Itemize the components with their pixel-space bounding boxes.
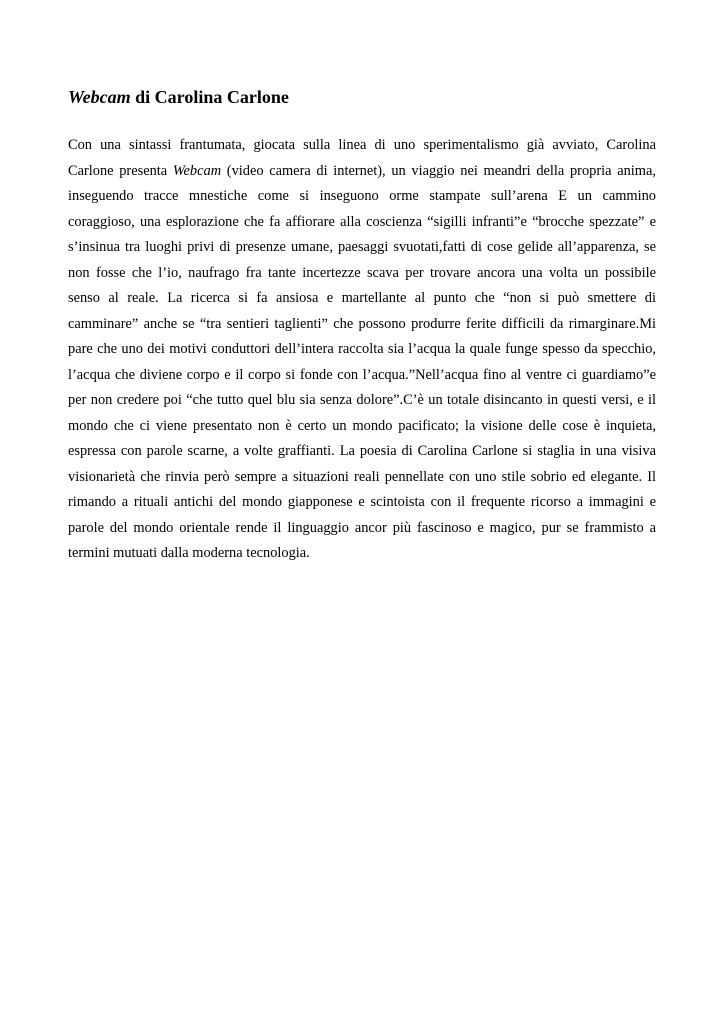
text-segment: mondo che ci viene presentato non è certo un mondo pacificato; la visione delle cose è inquieta, — [68, 417, 656, 434]
text-segment: senso al reale. La ricerca si fa ansiosa e martellante al punto che “non si può smettere di — [68, 290, 656, 306]
text-segment: rimando a rituali antichi del mondo giapponese e scintoista con il frequente ricorso a immagini e — [68, 494, 656, 510]
text-segment: inseguendo tracce mnestiche come si inseguono orme stampate sull’arena E un cammino — [68, 188, 656, 204]
paragraph-line — [68, 388, 656, 414]
paragraph-line — [68, 235, 656, 261]
text-segment: non fosse che l’io, naufrago fra tante incertezze scava per trovare ancora una volta un possibile — [68, 264, 656, 281]
text-segment: camminare” anche se “tra sentieri taglienti” che possono produrre ferite difficili da rimarginare.Mi — [68, 315, 656, 332]
title-italic: Webcam — [68, 87, 131, 107]
text-segment: l’acqua che diviene corpo e il corpo si fonde con l’acqua.”Nell’acqua fino al ventre ci guardiamo”e — [68, 366, 656, 383]
text-segment: visionarietà che rinvia però sempre a situazioni reali pennellate con uno stile sobrio ed elegante. Il — [68, 468, 656, 485]
paragraph-line — [68, 363, 656, 389]
body-paragraph — [68, 133, 656, 567]
text-segment: (video camera di internet), un viaggio nei meandri della propria anima, — [221, 162, 656, 179]
paragraph-line — [68, 541, 656, 567]
paragraph-line — [68, 414, 656, 440]
text-segment: Carlone presenta — [68, 162, 173, 179]
paragraph-line — [68, 312, 656, 338]
paragraph-line — [68, 210, 656, 236]
text-segment: espressa con parole scarne, a volte graffianti. La poesia di Carolina Carlone si staglia in una visiva — [68, 443, 656, 459]
paragraph-line — [68, 490, 656, 516]
paragraph-line — [68, 184, 656, 210]
text-segment: per non credere poi “che tutto quel blu sia senza dolore”.C’è un totale disincanto in questi versi, e il — [68, 392, 656, 408]
paragraph-line — [68, 516, 656, 542]
text-segment: parole del mondo orientale rende il linguaggio ancor più fascinoso e magico, pur se frammisto a — [68, 519, 656, 536]
text-segment-italic: Webcam — [172, 162, 222, 179]
paragraph-line — [68, 439, 656, 465]
text-segment: s’insinua tra luoghi privi di presenze umane, paesaggi svuotati,fatti di cose gelide all’apparenza, se — [68, 239, 656, 255]
paragraph-line — [68, 159, 656, 185]
text-segment: termini mutuati dalla moderna tecnologia. — [68, 545, 310, 561]
text-segment: Con una sintassi frantumata, giocata sulla linea di uno sperimentalismo già avviato, Carolina — [68, 137, 656, 153]
text-segment: pare che uno dei motivi conduttori dell’intera raccolta sia l’acqua la quale funge spesso da specchio, — [68, 341, 656, 357]
paragraph-line — [68, 286, 656, 312]
text-segment: coraggioso, una esplorazione che fa affiorare alla coscienza “sigilli infranti”e “brocche spezzate” e — [68, 213, 656, 230]
paragraph-line — [68, 261, 656, 287]
paragraph-line — [68, 133, 656, 159]
title-rest: di Carolina Carlone — [130, 87, 289, 107]
document-title — [68, 86, 289, 108]
paragraph-line — [68, 465, 656, 491]
paragraph-line — [68, 337, 656, 363]
